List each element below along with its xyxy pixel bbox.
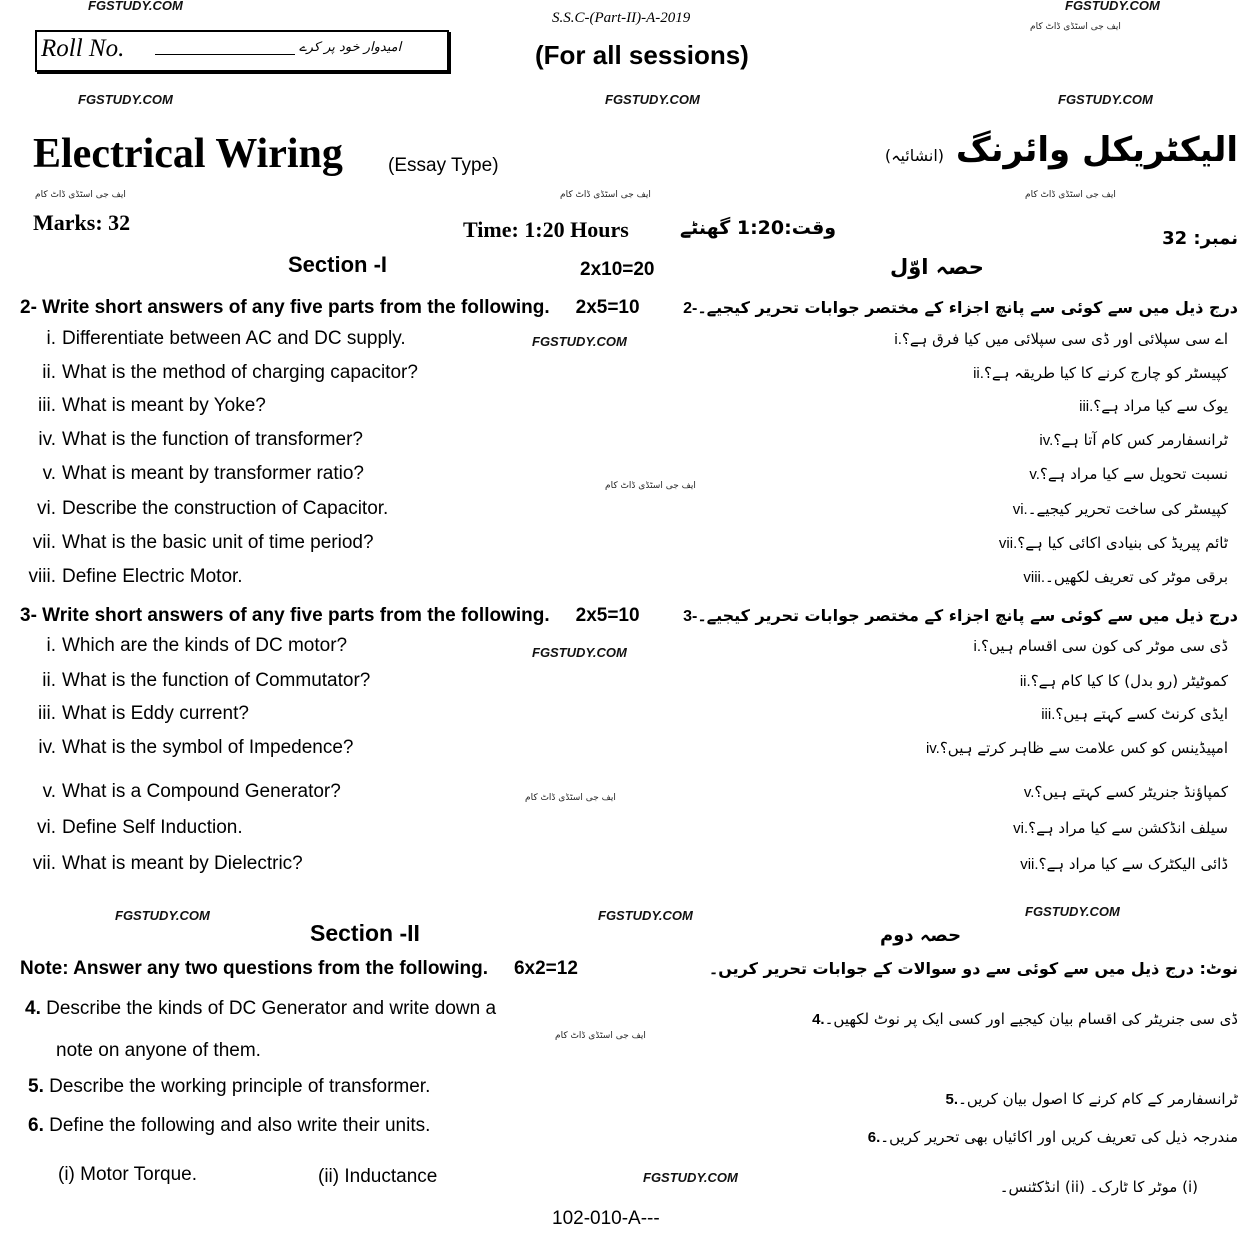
question-3-heading-urdu xyxy=(675,606,1238,626)
question-3-part xyxy=(26,781,341,803)
part-text: What is a Compound Generator? xyxy=(62,781,341,802)
watermark-urdu: ایف جی اسٹڈی ڈاٹ کام xyxy=(1030,22,1121,32)
part-text: What is meant by Dielectric? xyxy=(62,853,303,874)
section-1-title: Section -I xyxy=(288,252,388,277)
part-number: ii. xyxy=(973,365,984,382)
watermark: FGSTUDY.COM xyxy=(1025,904,1120,919)
question-3-part-urdu xyxy=(1005,819,1228,837)
question-6-part-ii: (ii) Inductance xyxy=(318,1166,438,1187)
part-number: vii. xyxy=(32,532,56,553)
watermark: FGSTUDY.COM xyxy=(532,645,627,660)
part-number: i. xyxy=(973,638,981,655)
part-number: v. xyxy=(1023,784,1035,801)
question-3-heading: 3- Write short answers of any five parts from the following. xyxy=(20,605,550,626)
part-text: Define Electric Motor. xyxy=(62,566,243,587)
roll-number-field[interactable] xyxy=(155,54,295,55)
sessions-label: (For all sessions) xyxy=(535,40,749,70)
part-number: iii. xyxy=(38,395,56,416)
question-2-part xyxy=(26,566,243,588)
question-5-urdu xyxy=(938,1090,1238,1108)
part-number: ii. xyxy=(42,670,56,691)
marks-label-urdu: نمبر: 32 xyxy=(1162,228,1238,249)
question-6 xyxy=(28,1115,430,1137)
part-number: vi. xyxy=(37,817,56,838)
question-4-urdu xyxy=(804,1010,1238,1028)
title-type: (Essay Type) xyxy=(388,155,499,176)
question-2-heading: 2- Write short answers of any five parts from the following. xyxy=(20,297,550,318)
part-number: iii. xyxy=(1079,398,1094,415)
part-text: What is Eddy current? xyxy=(62,703,249,724)
question-6-part-i: (i) Motor Torque. xyxy=(58,1164,198,1185)
section-2-note-row xyxy=(20,958,1238,980)
question-text: Describe the kinds of DC Generator and write down a xyxy=(46,998,497,1019)
question-2-part xyxy=(26,395,266,417)
part-number: vii. xyxy=(1020,856,1039,873)
question-6-parts-urdu: (i) موٹر کا ٹارک۔ (ii) انڈکٹنس۔ xyxy=(999,1178,1198,1196)
part-number: v. xyxy=(42,463,56,484)
question-3-marks: 2x5=10 xyxy=(575,605,640,626)
question-number: 4. xyxy=(25,998,41,1019)
question-3-heading-row xyxy=(20,605,1238,627)
part-number: vi. xyxy=(1012,501,1028,518)
question-4-continued: note on anyone of them. xyxy=(56,1040,261,1061)
question-2-part-urdu xyxy=(1021,465,1228,483)
part-text-urdu: ایڈی کرنٹ کسے کہتے ہیں؟ xyxy=(1055,705,1228,723)
question-2-part xyxy=(26,328,406,350)
question-2-part xyxy=(26,498,388,520)
question-3-part xyxy=(26,635,347,657)
watermark: FGSTUDY.COM xyxy=(115,908,210,923)
part-number: vii. xyxy=(998,535,1018,552)
question-2-part-urdu xyxy=(1005,500,1228,518)
roll-urdu: امیدوار خود پر کرے xyxy=(299,40,402,55)
part-number: ii. xyxy=(1019,673,1031,690)
question-3-part xyxy=(26,670,370,692)
watermark: FGSTUDY.COM xyxy=(88,0,183,13)
question-2-part-urdu xyxy=(1015,568,1228,586)
section-2-marks: 6x2=12 xyxy=(513,958,578,979)
question-3-part-urdu xyxy=(1012,855,1228,873)
page-title-urdu xyxy=(885,130,1238,170)
part-number: iv. xyxy=(925,740,940,757)
part-number: i. xyxy=(46,635,56,656)
part-text: What is meant by transformer ratio? xyxy=(62,463,364,484)
exam-code: S.S.C-(Part-II)-A-2019 xyxy=(552,10,691,26)
part-text: Which are the kinds of DC motor? xyxy=(62,635,348,656)
question-text-urdu: ٹرانسفارمر کے کام کرنے کا اصول بیان کریں۔ xyxy=(958,1090,1238,1108)
watermark-urdu: ایف جی اسٹڈی ڈاٹ کام xyxy=(560,190,651,200)
question-number: 5. xyxy=(28,1076,44,1097)
section-2-title: Section -II xyxy=(310,920,420,946)
roll-number-box xyxy=(35,30,449,72)
question-3-part xyxy=(26,853,303,875)
watermark-urdu: ایف جی اسٹڈی ڈاٹ کام xyxy=(525,793,616,803)
part-text: Define Self Induction. xyxy=(62,817,243,838)
question-3-part-urdu xyxy=(966,637,1229,655)
roll-label: Roll No. xyxy=(41,35,125,62)
question-3-part-urdu xyxy=(1012,672,1228,690)
title-urdu: الیکٹریکل وائرنگ xyxy=(955,130,1238,170)
paper-code: 102-010-A--- xyxy=(552,1208,660,1229)
watermark-urdu: ایف جی اسٹڈی ڈاٹ کام xyxy=(1025,190,1116,200)
part-text-urdu: ڈائی الیکٹرک سے کیا مراد ہے؟ xyxy=(1038,855,1228,873)
part-text: What is the method of charging capacitor? xyxy=(62,362,418,383)
question-2-part xyxy=(26,532,374,554)
watermark: FGSTUDY.COM xyxy=(1058,92,1153,107)
part-number: iii. xyxy=(38,703,56,724)
page-title: Electrical Wiring xyxy=(33,131,343,177)
question-2-part-urdu xyxy=(1031,431,1228,449)
part-text: What is the function of Commutator? xyxy=(62,670,371,691)
part-text-urdu: ٹرانسفارمر کس کام آتا ہے؟ xyxy=(1053,431,1228,449)
section-2-note-urdu: نوٹ: درج ذیل میں سے کوئی سے دو سوالات کے جوابات تحریر کریں۔ xyxy=(708,959,1238,978)
watermark: FGSTUDY.COM xyxy=(78,92,173,107)
question-2-part-urdu xyxy=(991,534,1228,552)
question-2-part xyxy=(26,463,364,485)
title-type-urdu: (انشائیہ) xyxy=(884,146,945,165)
watermark: FGSTUDY.COM xyxy=(605,92,700,107)
part-text-urdu: سیلف انڈکشن سے کیا مراد ہے؟ xyxy=(1028,819,1228,837)
part-text: Differentiate between AC and DC supply. xyxy=(62,328,406,349)
question-4 xyxy=(25,998,496,1020)
part-text-urdu: کپیسٹر کی ساخت تحریر کیجیے۔ xyxy=(1027,500,1228,518)
heading-text-urdu: درج ذیل میں سے کوئی سے پانچ اجزاء کے مختصر جوابات تحریر کیجیے۔ xyxy=(697,298,1238,317)
question-number: 6. xyxy=(28,1115,44,1136)
question-2-heading-urdu xyxy=(675,298,1238,318)
part-number: iv. xyxy=(38,429,56,450)
marks-label: Marks: 32 xyxy=(33,210,131,235)
part-text-urdu: کمپاؤنڈ جنریٹر کسے کہتے ہیں؟ xyxy=(1034,783,1228,801)
question-2-marks: 2x5=10 xyxy=(575,297,640,318)
part-number: v. xyxy=(1029,466,1040,483)
question-6-urdu xyxy=(860,1128,1238,1146)
part-text: What is the function of transformer? xyxy=(62,429,363,450)
watermark: FGSTUDY.COM xyxy=(532,334,627,349)
question-text: Describe the working principle of transformer. xyxy=(49,1076,431,1097)
question-2-part-urdu xyxy=(965,364,1228,382)
part-number: viii. xyxy=(28,566,56,587)
question-text-urdu: ڈی سی جنریٹر کی اقسام بیان کیجیے اور کسی ایک پر نوٹ لکھیں۔ xyxy=(824,1010,1238,1028)
question-3-part-urdu xyxy=(1033,705,1228,723)
question-3-part xyxy=(26,817,243,839)
question-3-part xyxy=(26,737,353,759)
part-number: i. xyxy=(46,328,56,349)
question-number: 5. xyxy=(945,1091,959,1108)
part-text: What is the basic unit of time period? xyxy=(62,532,374,553)
watermark-urdu: ایف جی اسٹڈی ڈاٹ کام xyxy=(605,481,696,491)
part-text-urdu: نسبت تحویل سے کیا مراد ہے؟ xyxy=(1039,465,1228,483)
question-2-part xyxy=(26,429,363,451)
question-2-part xyxy=(26,362,418,384)
part-number: iv. xyxy=(1039,432,1054,449)
part-text-urdu: کموٹیٹر (رو بدل) کا کیا کام ہے؟ xyxy=(1030,672,1228,690)
question-5 xyxy=(28,1076,430,1098)
part-number: iii. xyxy=(1041,706,1056,723)
part-text-urdu: یوک سے کیا مراد ہے؟ xyxy=(1093,397,1228,415)
question-number: 3- xyxy=(683,608,698,625)
section-1-title-urdu: حصہ اوّل xyxy=(890,255,984,279)
part-text-urdu: ٹائم پیریڈ کی بنیادی اکائی کیا ہے؟ xyxy=(1017,534,1228,552)
part-number: i. xyxy=(894,331,902,348)
part-number: viii. xyxy=(1023,569,1046,586)
part-number: vi. xyxy=(1013,820,1029,837)
part-text: What is meant by Yoke? xyxy=(62,395,266,416)
time-label: Time: 1:20 Hours xyxy=(463,217,629,242)
part-text: What is the symbol of Impedence? xyxy=(62,737,354,758)
part-text-urdu: کپیسٹر کو چارج کرنے کا کیا طریقہ ہے؟ xyxy=(983,364,1228,382)
part-text-urdu: برقی موٹر کی تعریف لکھیں۔ xyxy=(1045,568,1228,586)
question-number: 4. xyxy=(812,1011,825,1028)
part-text-urdu: امپیڈینس کو کس علامت سے ظاہر کرتے ہیں؟ xyxy=(939,739,1228,757)
section-2-title-urdu: حصہ دوم xyxy=(880,925,962,946)
part-number: iv. xyxy=(38,737,56,758)
watermark: FGSTUDY.COM xyxy=(643,1170,738,1185)
question-number: 6. xyxy=(867,1129,881,1146)
part-text: Describe the construction of Capacitor. xyxy=(62,498,389,519)
section-1-marks: 2x10=20 xyxy=(580,259,655,280)
time-label-urdu: وقت:1:20 گھنٹے xyxy=(680,217,837,239)
section-2-note: Note: Answer any two questions from the following. xyxy=(20,958,488,979)
question-text: Define the following and also write their units. xyxy=(49,1115,431,1136)
question-3-part xyxy=(26,703,249,725)
part-number: v. xyxy=(42,781,56,802)
part-number: vii. xyxy=(32,853,56,874)
question-3-part-urdu xyxy=(918,739,1228,757)
part-text-urdu: اے سی سپلائی اور ڈی سی سپلائی میں کیا فرق ہے؟ xyxy=(901,330,1228,348)
question-2-part-urdu xyxy=(886,330,1228,348)
part-number: ii. xyxy=(42,362,56,383)
part-number: vi. xyxy=(37,498,56,519)
question-3-part-urdu xyxy=(1016,783,1228,801)
watermark-urdu: ایف جی اسٹڈی ڈاٹ کام xyxy=(555,1031,646,1041)
question-2-heading-row xyxy=(20,297,1238,319)
question-2-part-urdu xyxy=(1071,397,1228,415)
watermark: FGSTUDY.COM xyxy=(1065,0,1160,13)
watermark: FGSTUDY.COM xyxy=(598,908,693,923)
part-text-urdu: ڈی سی موٹر کی کون سی اقسام ہیں؟ xyxy=(981,637,1228,655)
question-number: 2- xyxy=(683,300,698,317)
heading-text-urdu: درج ذیل میں سے کوئی سے پانچ اجزاء کے مختصر جوابات تحریر کیجیے۔ xyxy=(697,606,1238,625)
watermark-urdu: ایف جی اسٹڈی ڈاٹ کام xyxy=(35,190,126,200)
question-text-urdu: مندرجہ ذیل کی تعریف کریں اور اکائیاں بھی تحریر کریں۔ xyxy=(880,1128,1238,1146)
